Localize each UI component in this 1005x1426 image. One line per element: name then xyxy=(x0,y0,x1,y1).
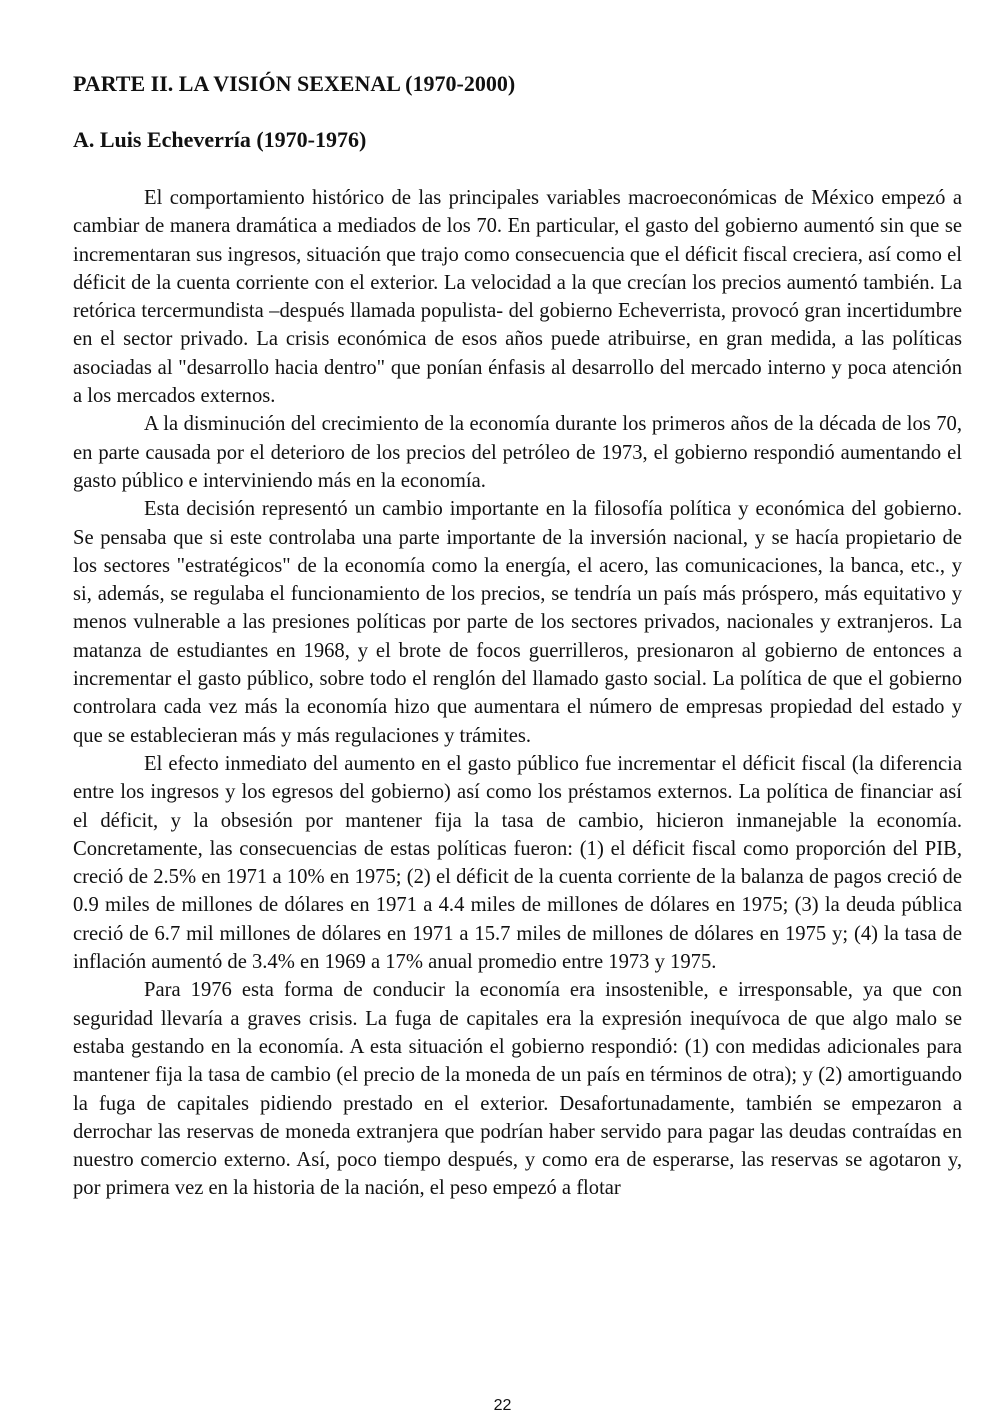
page-number: 22 xyxy=(493,1397,512,1414)
body-paragraph: Esta decisión representó un cambio importante en la filosofía política y económica del gobierno. Se pensaba que si este controlaba una parte importante de la inversión nacional, y se hacía propietario de los sectores "estratégicos" de la economía como la energía, el acero, las comunicaciones, la banca, etc., y si, además, se regulaba el funcionamiento de los precios, se tendría un país más próspero, más equitativo y menos vulnerable a las presiones políticas por parte de los sectores privados, nacionales y extranjeros. La matanza de estudiantes en 1968, y el brote de focos guerrilleros, presionaron al gobierno de entonces a incrementar el gasto público, sobre todo el renglón del llamado gasto social. La política de que el gobierno controlara cada vez más la economía hizo que aumentara el número de empresas propiedad del estado y que se establecieran más y más regulaciones y trámites. xyxy=(73,498,962,747)
body-paragraph: El comportamiento histórico de las principales variables macroeconómicas de México empezó a cambiar de manera dramática a mediados de los 70. En particular, el gasto del gobierno aumentó sin que se incrementaran sus ingresos, situación que trajo como consecuencia que el déficit fiscal creciera, así como el déficit de la cuenta corriente con el exterior. La velocidad a la que crecían los precios aumentó también. La retórica tercermundista –después llamada populista- del gobierno Echeverrista, provocó gran incertidumbre en el sector privado. La crisis económica de esos años puede atribuirse, en gran medida, a las políticas asociadas al "desarrollo hacia dentro" que ponían énfasis al desarrollo del mercado interno y poca atención a los mercados externos. xyxy=(73,187,962,408)
section-heading: A. Luis Echeverría (1970-1976) xyxy=(73,127,367,152)
body-paragraph: Para 1976 esta forma de conducir la economía era insostenible, e irresponsable, ya que con seguridad llevaría a graves crisis. La fuga de capitales era la expresión inequívoca de que algo malo se estaba gestando en la economía. A esta situación el gobierno respondió: (1) con medidas adicionales para mantener fija la tasa de cambio (el precio de la moneda de un país en términos de otra); y (2) amortiguando la fuga de capitales pidiendo prestado en el exterior. Desafortunadamente, también se empezaron a derrochar las reservas de moneda extranjera que podrían haber servido para pagar las deudas contraídas en nuestro comercio externo. Así, poco tiempo después, y como era de esperarse, las reservas se agotaron y, por primera vez en la historia de la nación, el peso empezó a flotar xyxy=(73,979,962,1200)
part-heading: PARTE II. LA VISIÓN SEXENAL (1970-2000) xyxy=(73,71,516,96)
body-paragraph: El efecto inmediato del aumento en el gasto público fue incrementar el déficit fiscal (la diferencia entre los ingresos y los egresos del gobierno) así como los préstamos externos. La política de financiar así el déficit, y la obsesión por mantener fija la tasa de cambio, hicieron inmanejable la economía. Concretamente, las consecuencias de estas políticas fueron: (1) el déficit fiscal como proporción del PIB, creció de 2.5% en 1971 a 10% en 1975; (2) el déficit de la cuenta corriente de la balanza de pagos creció de 0.9 miles de millones de dólares en 1971 a 4.4 miles de millones de dólares en 1975; (3) la deuda pública creció de 6.7 mil millones de dólares en 1971 a 15.7 miles de millones de dólares en 1975 y; (4) la tasa de inflación aumentó de 3.4% en 1969 a 17% anual promedio entre 1973 y 1975. xyxy=(73,752,962,974)
document-page xyxy=(73,70,962,1203)
body-paragraph: A la disminución del crecimiento de la economía durante los primeros años de la década de los 70, en parte causada por el deterioro de los precios del petróleo de 1973, el gobierno respondió aumentando el gasto público e interviniendo más en la economía. xyxy=(73,413,962,492)
